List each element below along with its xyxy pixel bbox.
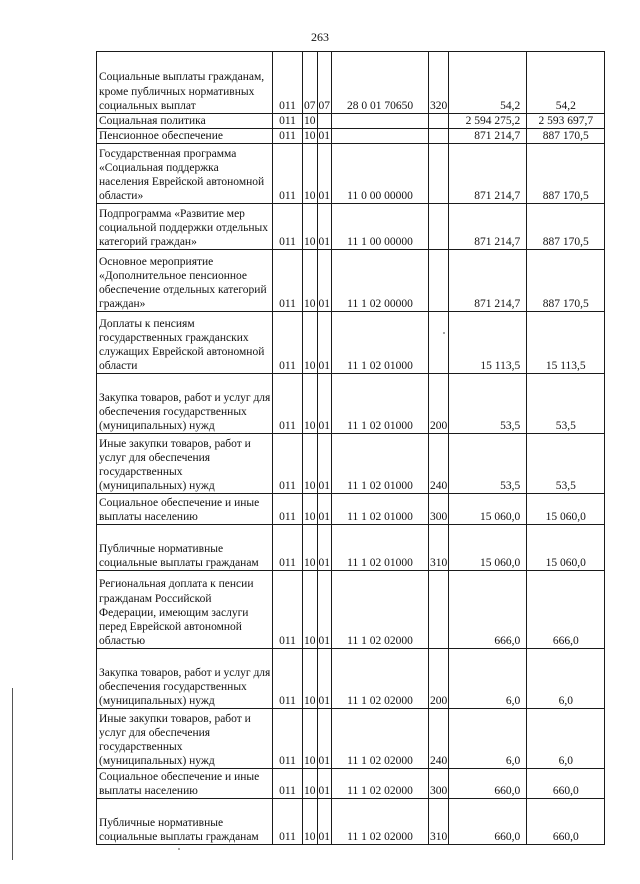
- expense-type-code: [429, 312, 449, 374]
- page-number: 263: [311, 30, 329, 44]
- subsection-code: 01: [317, 799, 332, 845]
- section-code: 10: [303, 649, 318, 709]
- expense-type-code: 320: [429, 52, 449, 114]
- section-code: 10: [303, 799, 318, 845]
- table-row: [97, 250, 605, 312]
- row-name: Иные закупки товаров, работ и услуг для обеспечения государственных (муниципальных) нужд: [97, 434, 273, 494]
- expense-type-code: 310: [429, 799, 449, 845]
- subsection-code: 01: [317, 709, 332, 769]
- amount-year2: 2 593 697,7: [527, 114, 605, 129]
- subsection-code: 01: [318, 130, 330, 143]
- target-article-code: 11 0 00 00000: [332, 144, 429, 204]
- amount-year1: 6,0: [449, 649, 527, 709]
- table-row: [97, 769, 605, 799]
- expense-type-code: 300: [429, 494, 449, 525]
- amount-year1: 871 214,7: [449, 204, 527, 250]
- amount-year2: 6,0: [527, 709, 605, 769]
- table-row: [97, 571, 605, 649]
- row-name: Подпрограмма «Развитие мер социальной поддержки отдельных категорий граждан»: [97, 204, 273, 250]
- row-name: Пенсионное обеспечение: [97, 129, 273, 144]
- table-row: [97, 649, 605, 709]
- subsection-code: 01: [317, 250, 332, 312]
- subsection-code: 01: [317, 144, 332, 204]
- amount-year2: 887 170,5: [527, 204, 605, 250]
- amount-year1: 53,5: [449, 374, 527, 434]
- expense-type-code: [429, 129, 449, 144]
- scan-margin-line: [12, 688, 13, 860]
- amount-year2: 6,0: [527, 649, 605, 709]
- subsection-code: 01: [317, 434, 332, 494]
- target-article-code: 11 1 02 02000: [332, 571, 429, 649]
- target-article-code: 11 1 02 02000: [332, 799, 429, 845]
- admin-code: 011: [273, 494, 303, 525]
- amount-year2: 15 113,5: [527, 312, 605, 374]
- subsection-code: 01: [317, 494, 332, 525]
- amount-year2: 887 170,5: [527, 250, 605, 312]
- section-code: 10: [303, 250, 318, 312]
- amount-year2: 887 170,5: [527, 144, 605, 204]
- target-article-code: 11 1 02 01000: [332, 374, 429, 434]
- scan-speck: [178, 848, 180, 850]
- admin-code: 011: [273, 649, 303, 709]
- expense-type-code: [429, 144, 449, 204]
- target-article-code: 11 1 02 00000: [332, 250, 429, 312]
- subsection-code: 01: [317, 769, 332, 799]
- row-name: Закупка товаров, работ и услуг для обеспечения государственных (муниципальных) нужд: [97, 374, 273, 434]
- section-code: 10: [303, 374, 318, 434]
- admin-code: 011: [273, 144, 303, 204]
- table-row: [97, 374, 605, 434]
- amount-year1: 6,0: [449, 709, 527, 769]
- amount-year2: 887 170,5: [527, 129, 605, 144]
- target-article-code: [332, 129, 429, 144]
- section-code: 10: [303, 494, 318, 525]
- amount-year1: 871 214,7: [449, 250, 527, 312]
- section-code: 10: [303, 571, 318, 649]
- target-article-code: 11 1 02 01000: [332, 494, 429, 525]
- table-row: [97, 494, 605, 525]
- row-name: Социальное обеспечение и иные выплаты населению: [97, 769, 273, 799]
- subsection-code: 01: [317, 649, 332, 709]
- table-row: [97, 204, 605, 250]
- admin-code: 011: [273, 204, 303, 250]
- row-name: Государственная программа «Социальная поддержка населения Еврейской автономной области»: [97, 144, 273, 204]
- row-name: Закупка товаров, работ и услуг для обеспечения государственных (муниципальных) нужд: [97, 649, 273, 709]
- amount-year1: 666,0: [449, 571, 527, 649]
- expense-type-code: 300: [429, 769, 449, 799]
- amount-year1: 53,5: [449, 434, 527, 494]
- subsection-code: [317, 114, 332, 129]
- table-row: [97, 312, 605, 374]
- expense-type-code: 200: [429, 374, 449, 434]
- admin-code: 011: [273, 434, 303, 494]
- amount-year2: 660,0: [527, 799, 605, 845]
- section-code: 10: [303, 312, 318, 374]
- table-row: [97, 52, 605, 114]
- admin-code: 011: [273, 799, 303, 845]
- row-name: Публичные нормативные социальные выплаты гражданам: [97, 525, 273, 571]
- section-code: 10: [303, 434, 318, 494]
- section-code: 10: [303, 204, 318, 250]
- admin-code: 011: [273, 769, 303, 799]
- table-row: [97, 799, 605, 845]
- expense-type-code: 310: [429, 525, 449, 571]
- expense-type-code: [429, 114, 449, 129]
- amount-year2: 15 060,0: [527, 494, 605, 525]
- target-article-code: 11 1 02 01000: [332, 434, 429, 494]
- amount-year1: 2 594 275,2: [449, 114, 527, 129]
- table-row: [97, 129, 605, 144]
- admin-code: 011: [273, 709, 303, 769]
- row-name: Социальные выплаты гражданам, кроме публичных нормативных социальных выплат: [97, 52, 273, 114]
- section-code: 10: [303, 525, 318, 571]
- row-name: Основное мероприятие «Дополнительное пенсионное обеспечение отдельных категорий граждан»: [97, 250, 273, 312]
- section-code: 10: [304, 115, 316, 127]
- table-row: [97, 525, 605, 571]
- admin-code: 011: [273, 250, 303, 312]
- section-code: 10: [303, 144, 318, 204]
- scan-speck: [443, 332, 445, 334]
- admin-code: 011: [273, 525, 303, 571]
- admin-code: 011: [273, 129, 303, 144]
- amount-year2: 53,5: [527, 374, 605, 434]
- row-name: Социальное обеспечение и иные выплаты населению: [97, 494, 273, 525]
- expense-type-code: 200: [429, 649, 449, 709]
- target-article-code: 11 1 02 02000: [332, 709, 429, 769]
- target-article-code: 11 1 00 00000: [332, 204, 429, 250]
- amount-year1: 660,0: [449, 769, 527, 799]
- amount-year1: 15 060,0: [449, 525, 527, 571]
- table-row: [97, 709, 605, 769]
- target-article-code: 11 1 02 01000: [332, 525, 429, 571]
- admin-code: 011: [273, 52, 303, 114]
- expense-type-code: 240: [429, 434, 449, 494]
- budget-table: [96, 51, 605, 845]
- expense-type-code: [429, 571, 449, 649]
- row-name: Региональная доплата к пенсии гражданам Российской Федерации, имеющим заслуги перед Еврейской автономной областью: [97, 571, 273, 649]
- expense-type-code: [429, 250, 449, 312]
- subsection-code: 07: [317, 52, 332, 114]
- amount-year2: 53,5: [527, 434, 605, 494]
- amount-year2: 15 060,0: [527, 525, 605, 571]
- subsection-code: 01: [317, 312, 332, 374]
- admin-code: 011: [273, 312, 303, 374]
- amount-year1: 871 214,7: [449, 129, 527, 144]
- target-article-code: 11 1 02 01000: [332, 312, 429, 374]
- subsection-code: 01: [317, 571, 332, 649]
- amount-year1: 54,2: [449, 52, 527, 114]
- amount-year2: 666,0: [527, 571, 605, 649]
- table-row: [97, 144, 605, 204]
- admin-code: 011: [273, 114, 303, 129]
- amount-year2: 660,0: [527, 769, 605, 799]
- admin-code: 011: [273, 374, 303, 434]
- amount-year1: 15 060,0: [449, 494, 527, 525]
- target-article-code: [332, 114, 429, 129]
- target-article-code: 11 1 02 02000: [332, 769, 429, 799]
- expense-type-code: [429, 204, 449, 250]
- target-article-code: 28 0 01 70650: [332, 52, 429, 114]
- amount-year2: 54,2: [527, 52, 605, 114]
- subsection-code: 01: [317, 525, 332, 571]
- section-code: 07: [303, 52, 318, 114]
- amount-year1: 871 214,7: [449, 144, 527, 204]
- target-article-code: 11 1 02 02000: [332, 649, 429, 709]
- subsection-code: 01: [317, 374, 332, 434]
- row-name: Публичные нормативные социальные выплаты гражданам: [97, 799, 273, 845]
- row-name: Иные закупки товаров, работ и услуг для обеспечения государственных (муниципальных) нужд: [97, 709, 273, 769]
- expense-type-code: 240: [429, 709, 449, 769]
- row-name: Доплаты к пенсиям государственных гражданских служащих Еврейской автономной области: [97, 312, 273, 374]
- section-code: 10: [303, 709, 318, 769]
- table-row: [97, 114, 605, 129]
- subsection-code: 01: [317, 204, 332, 250]
- row-name: Социальная политика: [97, 114, 273, 129]
- amount-year1: 660,0: [449, 799, 527, 845]
- admin-code: 011: [273, 571, 303, 649]
- section-code: 10: [303, 769, 318, 799]
- section-code: 10: [304, 130, 316, 143]
- table-row: [97, 434, 605, 494]
- amount-year1: 15 113,5: [449, 312, 527, 374]
